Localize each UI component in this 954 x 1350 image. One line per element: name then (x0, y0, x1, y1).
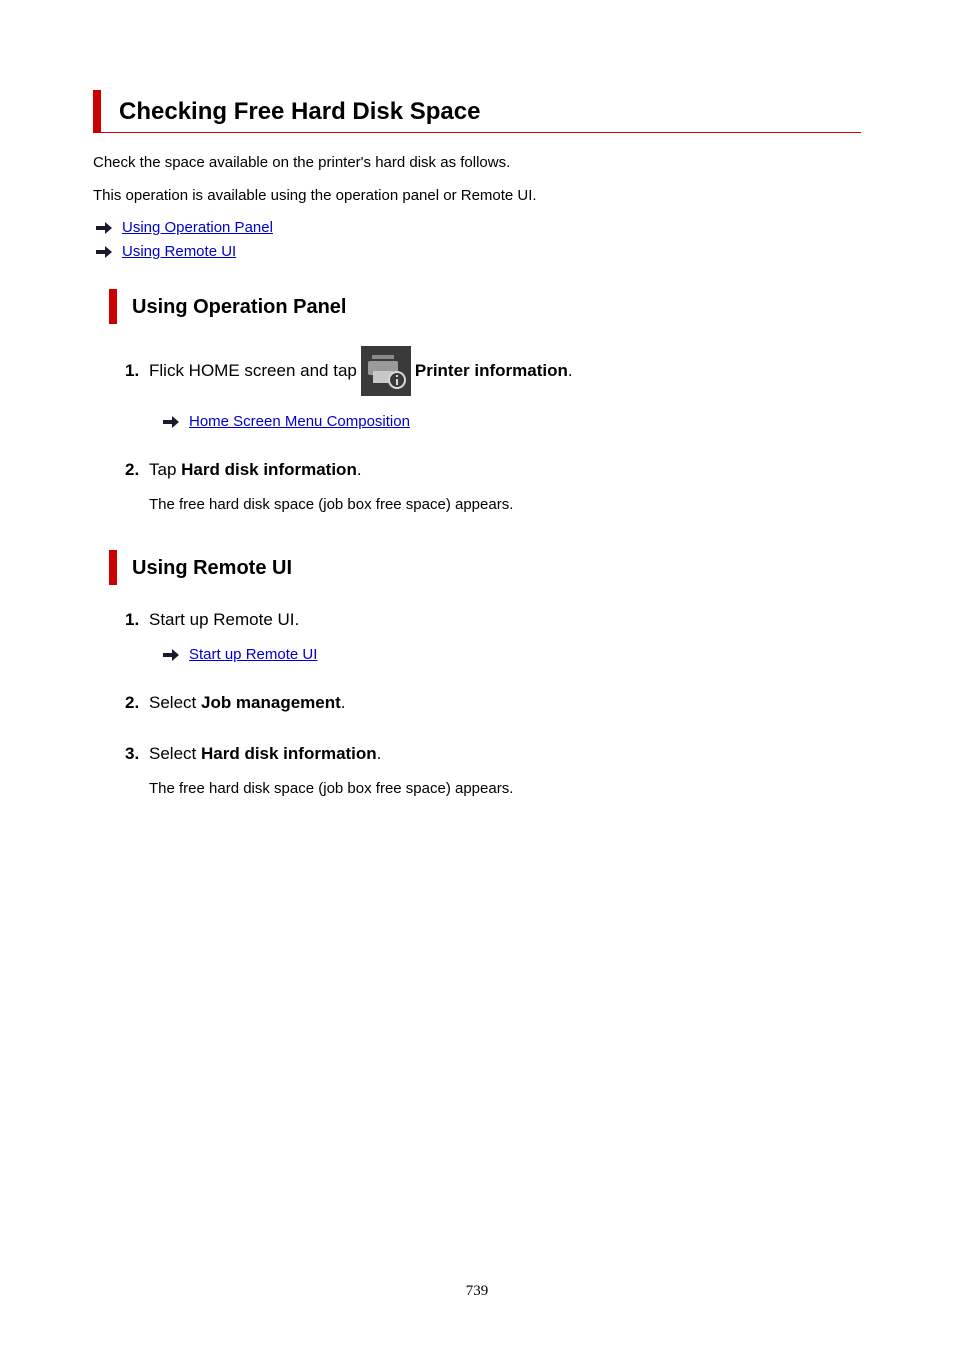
section-heading-remote-ui: Using Remote UI (132, 557, 293, 579)
link-row-remote-ui (96, 242, 236, 262)
title-underline (93, 132, 861, 133)
right-arrow-icon (96, 246, 112, 258)
step-bold-term: Hard disk information (200, 744, 377, 763)
step-2-remote-ui (125, 692, 346, 714)
printer-information-icon[interactable] (361, 346, 411, 396)
section-accent-bar (109, 289, 117, 324)
step-number: 1. (125, 361, 140, 380)
step-text: Select (149, 744, 201, 763)
step-1-remote-ui (125, 609, 299, 631)
link-using-operation-panel[interactable]: Using Operation Panel (122, 219, 273, 236)
link-row-operation-panel (96, 218, 273, 238)
section-heading-operation-panel: Using Operation Panel (132, 296, 347, 318)
link-row-home-screen (163, 412, 410, 432)
step-text: Tap (149, 460, 182, 479)
step-number: 2. (125, 693, 140, 712)
step-bold-term: Hard disk information (181, 460, 357, 479)
intro-line-2: This operation is available using the operation panel or Remote UI. (93, 187, 537, 204)
title-accent-bar (93, 90, 101, 133)
step-punct: . (567, 361, 573, 380)
section-accent-bar (109, 550, 117, 585)
right-arrow-icon (163, 416, 179, 428)
step-punct: . (356, 460, 362, 479)
step-text: Select (149, 693, 201, 712)
right-arrow-icon (163, 649, 179, 661)
step-punct: . (340, 693, 346, 712)
step-text: Start up Remote UI. (149, 610, 300, 629)
right-arrow-icon (96, 222, 112, 234)
step-bold-term: Printer information (414, 361, 568, 380)
page-title: Checking Free Hard Disk Space (119, 98, 481, 125)
intro-line-1: Check the space available on the printer's hard disk as follows. (93, 154, 511, 171)
step-2-operation-panel (125, 459, 362, 481)
page-number: 739 (465, 1283, 489, 1299)
step-note: The free hard disk space (job box free space) appears. (149, 496, 514, 513)
link-home-screen-menu-composition[interactable]: Home Screen Menu Composition (189, 413, 410, 430)
step-bold-term: Job management (200, 693, 341, 712)
step-1-operation-panel (125, 346, 573, 396)
step-punct: . (376, 744, 382, 763)
step-number: 1. (125, 610, 140, 629)
step-number: 3. (125, 744, 140, 763)
step-note: The free hard disk space (job box free space) appears. (149, 780, 514, 797)
step-number: 2. (125, 460, 140, 479)
link-row-start-remote-ui (163, 645, 317, 665)
link-start-up-remote-ui[interactable]: Start up Remote UI (189, 646, 318, 663)
link-using-remote-ui[interactable]: Using Remote UI (122, 243, 237, 260)
step-3-remote-ui (125, 743, 381, 765)
step-text: Flick HOME screen and tap (149, 361, 357, 380)
